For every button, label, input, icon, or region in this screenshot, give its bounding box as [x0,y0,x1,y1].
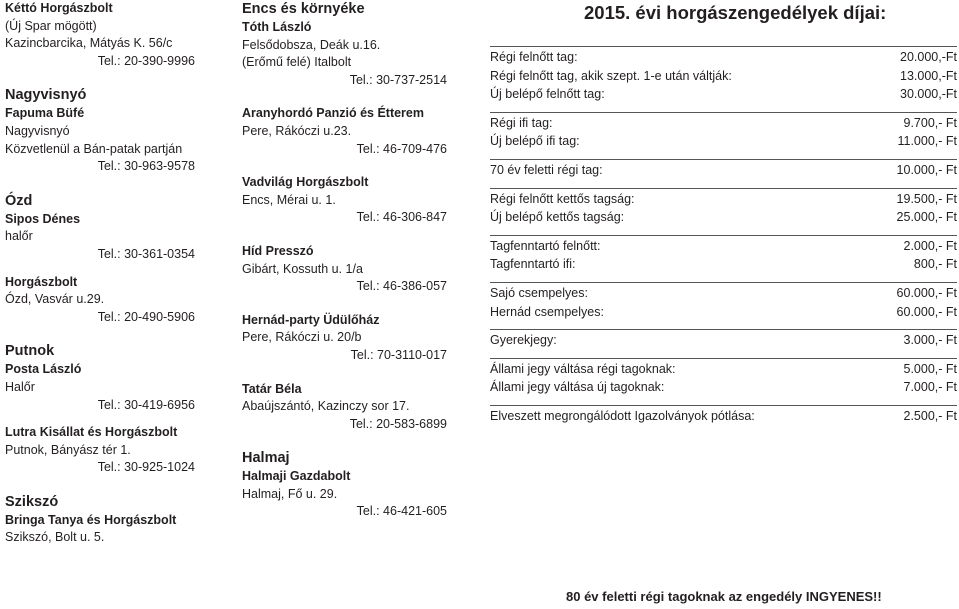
fee-price: 800,- Ft [913,257,957,272]
fee-label: Gyerekjegy: [490,333,557,348]
fee-label: Új belépő ifi tag: [490,134,580,149]
fee-label: Tagfenntartó ifi: [490,257,576,272]
shop-name: Hernád-party Üdülőház [242,312,380,327]
fee-price: 20.000,-Ft [900,50,957,64]
shop-note: (Erőmű felé) Italbolt [242,55,352,70]
town-heading: Putnok [5,343,55,360]
contact-name: Sipos Dénes [5,211,81,226]
shop-address: Encs, Mérai u. 1. [242,192,336,207]
fee-row [490,67,957,86]
shop-note: (Új Spar mögött) [5,18,97,33]
entry-hernad-party [242,312,447,365]
fee-label: 70 év feletti régi tag: [490,162,603,177]
fee-label: Sajó csempelyes: [490,285,588,300]
fee-label: Új belépő felnőtt tag: [490,87,605,102]
town-heading: Szikszó [5,493,59,510]
shop-phone: Tel.: 20-490-5906 [97,309,195,324]
shop-phone: Tel.: 46-306-847 [356,210,447,225]
fees-table [490,46,957,434]
contact-phone: Tel.: 30-361-0354 [97,246,195,261]
fee-group [490,358,957,397]
fee-group [490,159,957,180]
shop-name: Horgászbolt [5,274,78,289]
fee-group [490,112,957,151]
fee-row [490,255,957,274]
entry-posta [5,361,195,414]
shop-phone: Tel.: 46-421-605 [356,504,447,519]
shop-phone: Tel.: 46-709-476 [356,141,447,156]
fee-label: Állami jegy váltása régi tagoknak: [490,361,676,376]
shop-address: Kazincbarcika, Mátyás K. 56/c [5,36,173,51]
fee-group [490,188,957,227]
fee-price: 3.000,- Ft [903,333,957,348]
fee-label: Tagfenntartó felnőtt: [490,238,601,253]
shop-address: Szikszó, Bolt u. 5. [5,530,105,545]
shop-phone: Tel.: 20-390-9996 [97,53,195,68]
shop-name: Fapuma Büfé [5,106,85,121]
entry-aranyhordo [242,105,447,158]
fee-group [490,329,957,350]
fee-price: 60.000,- Ft [896,304,957,319]
shop-name: Kéttó Horgászbolt [5,1,113,15]
fee-row [490,190,957,209]
shop-address: Pere, Rákóczi u. 20/b [242,330,362,345]
shop-address: Abaújszántó, Kazinczy sor 17. [242,399,410,414]
entry-horgaszbolt [5,274,195,327]
fee-row [490,85,957,104]
entry-lutra [5,424,195,477]
fee-row [490,132,957,151]
fee-price: 2.500,- Ft [903,408,957,423]
fee-row [490,237,957,256]
fee-label: Régi felnőtt tag, akik szept. 1-e után váltják: [490,68,732,83]
fee-label: Régi felnőtt tag: [490,50,578,64]
fee-row [490,303,957,322]
shop-phone: Tel.: 20-583-6899 [349,416,447,431]
fee-price: 5.000,- Ft [903,361,957,376]
fee-price: 25.000,- Ft [896,210,957,225]
shop-list-column-2 [242,0,447,521]
shop-address: Nagyvisnyó [5,123,70,138]
contact-name: Posta László [5,362,82,377]
entry-fapuma [5,105,195,175]
fee-price: 60.000,- Ft [896,285,957,300]
shop-name: Vadvilág Horgászbolt [242,175,369,190]
contact-role: halőr [5,229,33,244]
fee-price: 19.500,- Ft [896,191,957,206]
contact-name: Tatár Béla [242,381,302,396]
town-heading: Ózd [5,192,33,209]
fee-row [490,331,957,350]
contact-role: Halőr [5,379,35,394]
town-heading: Encs és környéke [242,1,365,17]
fee-price: 7.000,- Ft [903,380,957,395]
shop-name: Aranyhordó Panzió és Étterem [242,106,424,121]
shop-list-column-1 [5,0,195,547]
town-heading: Nagyvisnyó [5,87,87,104]
fee-price: 9.700,- Ft [903,115,957,130]
fee-label: Régi ifi tag: [490,115,553,130]
fee-price: 11.000,- Ft [897,134,957,149]
shop-name: Híd Presszó [242,243,314,258]
fee-group [490,235,957,274]
shop-phone: Tel.: 30-925-1024 [97,460,195,475]
shop-phone: Tel.: 30-963-9578 [97,159,195,174]
fee-row [490,208,957,227]
shop-phone: Tel.: 70-3110-017 [350,347,447,362]
fee-price: 30.000,-Ft [900,87,957,102]
fee-price: 13.000,-Ft [900,68,957,83]
fee-label: Elveszett megrongálódott Igazolványok pótlása: [490,408,755,423]
fee-row [490,161,957,180]
fee-label: Új belépő kettős tagság: [490,210,625,225]
shop-name: Halmaji Gazdabolt [242,469,351,484]
shop-phone: Tel.: 30-737-2514 [349,72,447,87]
contact-phone: Tel.: 30-419-6956 [97,397,195,412]
fee-group [490,282,957,321]
entry-toth [242,19,447,89]
entry-hid [242,243,447,296]
fee-label: Állami jegy váltása új tagoknak: [490,380,665,395]
shop-address: Felsődobsza, Deák u.16. [242,37,381,52]
entry-halmaj [242,468,447,521]
fee-row [490,284,957,303]
entry-keto [5,0,195,70]
shop-address: Közvetlenül a Bán-patak partján [5,141,183,156]
free-license-note: 80 év feletti régi tagoknak az engedély INGYENES!! [566,589,882,604]
fee-price: 2.000,- Ft [903,238,957,253]
fee-row [490,378,957,397]
shop-address: Ózd, Vasvár u.29. [5,292,105,307]
fees-title: 2015. évi horgászengedélyek díjai: [584,2,887,23]
shop-phone: Tel.: 46-386-057 [356,279,447,294]
shop-address: Gibárt, Kossuth u. 1/a [242,261,363,276]
fee-row [490,407,957,426]
fee-group [490,405,957,426]
shop-address: Halmaj, Fő u. 29. [242,486,338,501]
shop-address: Pere, Rákóczi u.23. [242,123,352,138]
town-heading: Halmaj [242,450,290,467]
shop-name: Bringa Tanya és Horgászbolt [5,512,177,527]
fee-label: Hernád csempelyes: [490,304,604,319]
fee-row [490,114,957,133]
entry-sipos [5,211,195,264]
shop-address: Putnok, Bányász tér 1. [5,442,131,457]
entry-vadvilag [242,174,447,227]
shop-name: Lutra Kisállat és Horgászbolt [5,425,178,440]
fee-price: 10.000,- Ft [896,162,957,177]
entry-bringa [5,512,195,547]
entry-tatar [242,381,447,434]
fee-row [490,360,957,379]
fee-label: Régi felnőtt kettős tagság: [490,191,635,206]
fee-row [490,48,957,67]
contact-name: Tóth László [242,20,312,34]
fee-group [490,46,957,104]
